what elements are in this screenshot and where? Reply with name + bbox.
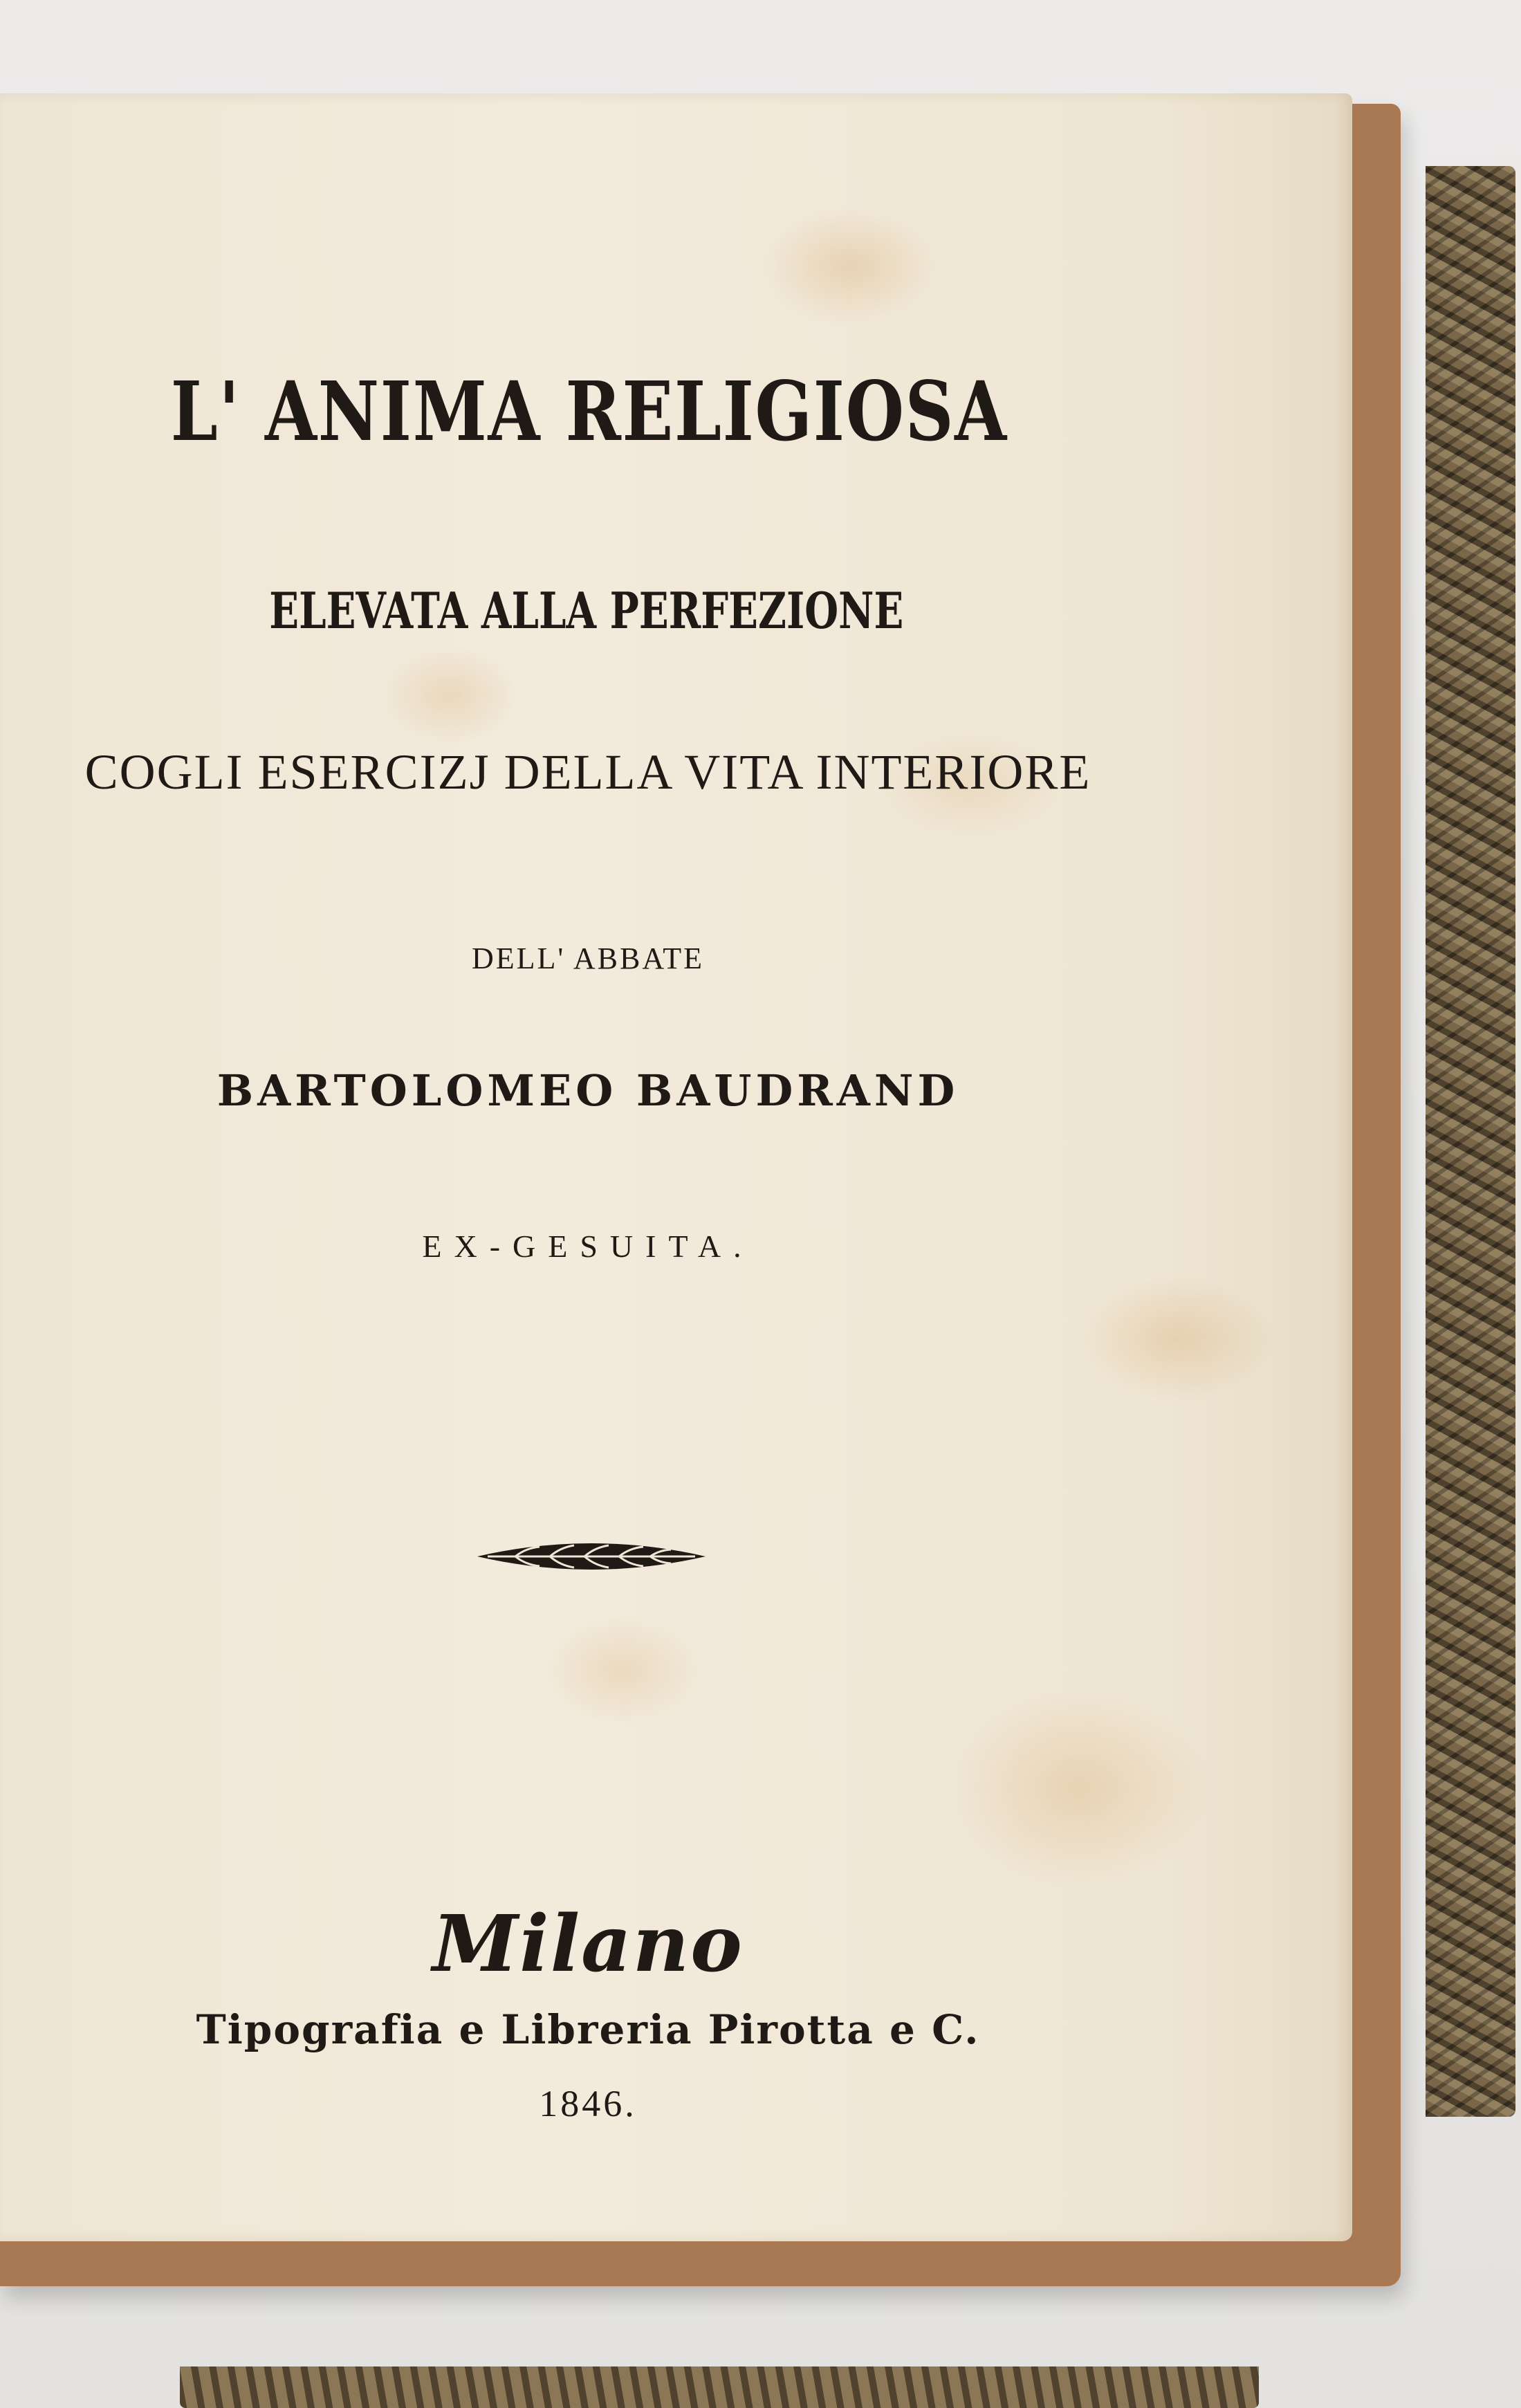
author-name: BARTOLOMEO BAUDRAND — [216, 1065, 959, 1116]
author-prefix: DELL' ABBATE — [471, 941, 705, 975]
publisher: Tipografia e Libreria Pirotta e C. — [196, 2006, 980, 2053]
marbled-edge — [1426, 166, 1515, 2117]
book-title: L' ANIMA RELIGIOSA — [170, 363, 1008, 459]
publication-year: 1846. — [539, 2083, 637, 2124]
book-subtitle-line2: COGLI ESERCIZJ DELLA VITA INTERIORE — [84, 744, 1091, 800]
author-suffix: EX-GESUITA. — [422, 1229, 754, 1264]
marbled-bottom-edge — [180, 2366, 1259, 2408]
book-subtitle: ELEVATA ALLA PERFEZIONE — [269, 581, 904, 640]
title-page — [0, 93, 1352, 2241]
leaf-ornament-icon — [474, 1536, 709, 1577]
city-name: Milano — [432, 1899, 744, 1989]
